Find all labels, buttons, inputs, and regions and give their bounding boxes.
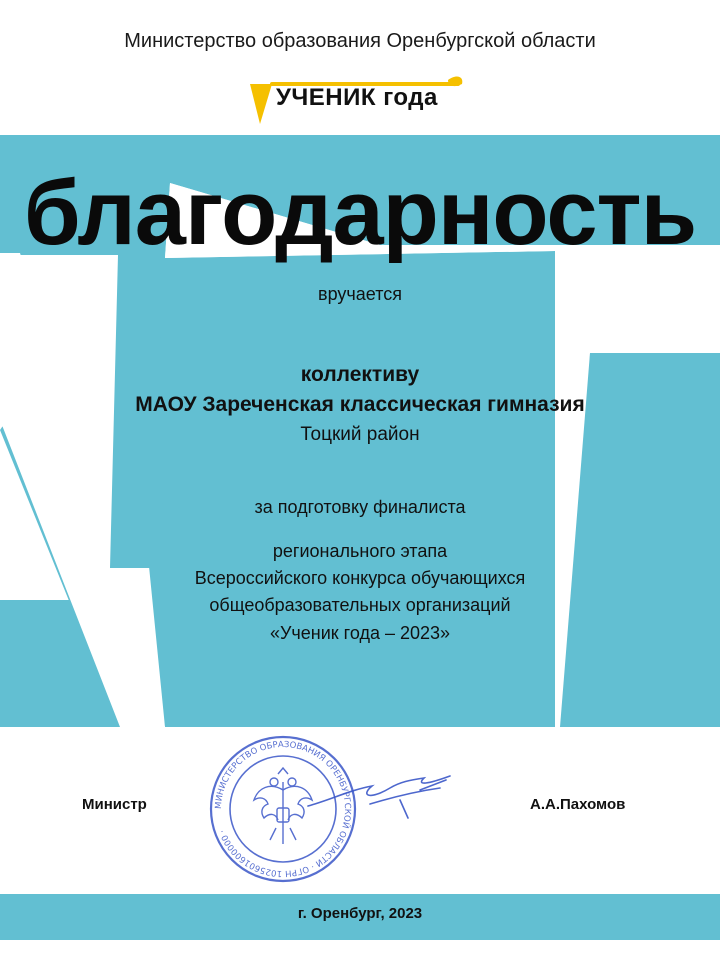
reason-line-2: регионального этапа [272,541,448,561]
signatory-position: Министр [82,796,147,813]
signatory-name: А.А.Пахомов [530,796,626,813]
stamp-text: МИНИСТЕРСТВО ОБРАЗОВАНИЯ ОРЕНБУРГСКОЙ ОБЛАСТИ · ОГРН 1025601600000 · [213,739,353,879]
ministry-header: Министерство образования Оренбургской области [124,30,596,52]
district-name: Тоцкий район [300,424,420,445]
contest-logo [248,72,472,128]
reason-line-5: «Ученик года – 2023» [269,623,451,643]
reason-line-1: за подготовку финалиста [254,497,466,517]
certificate-subtitle: вручается [318,284,402,304]
reason-line-4: общеобразовательных организаций [209,595,511,615]
recipient-type: коллективу [300,363,420,386]
certificate-title: благодарность [23,162,697,264]
place-and-year: г. Оренбург, 2023 [297,905,423,922]
logo-suffix: года [383,84,438,111]
reason-line-3: Всероссийского конкурса обучающихся [194,568,526,588]
logo-word: УЧЕНИК [276,84,377,111]
logo-text [276,84,438,112]
school-name: МАОУ Зареченская классическая гимназия [135,393,585,416]
signature-icon [300,760,460,830]
